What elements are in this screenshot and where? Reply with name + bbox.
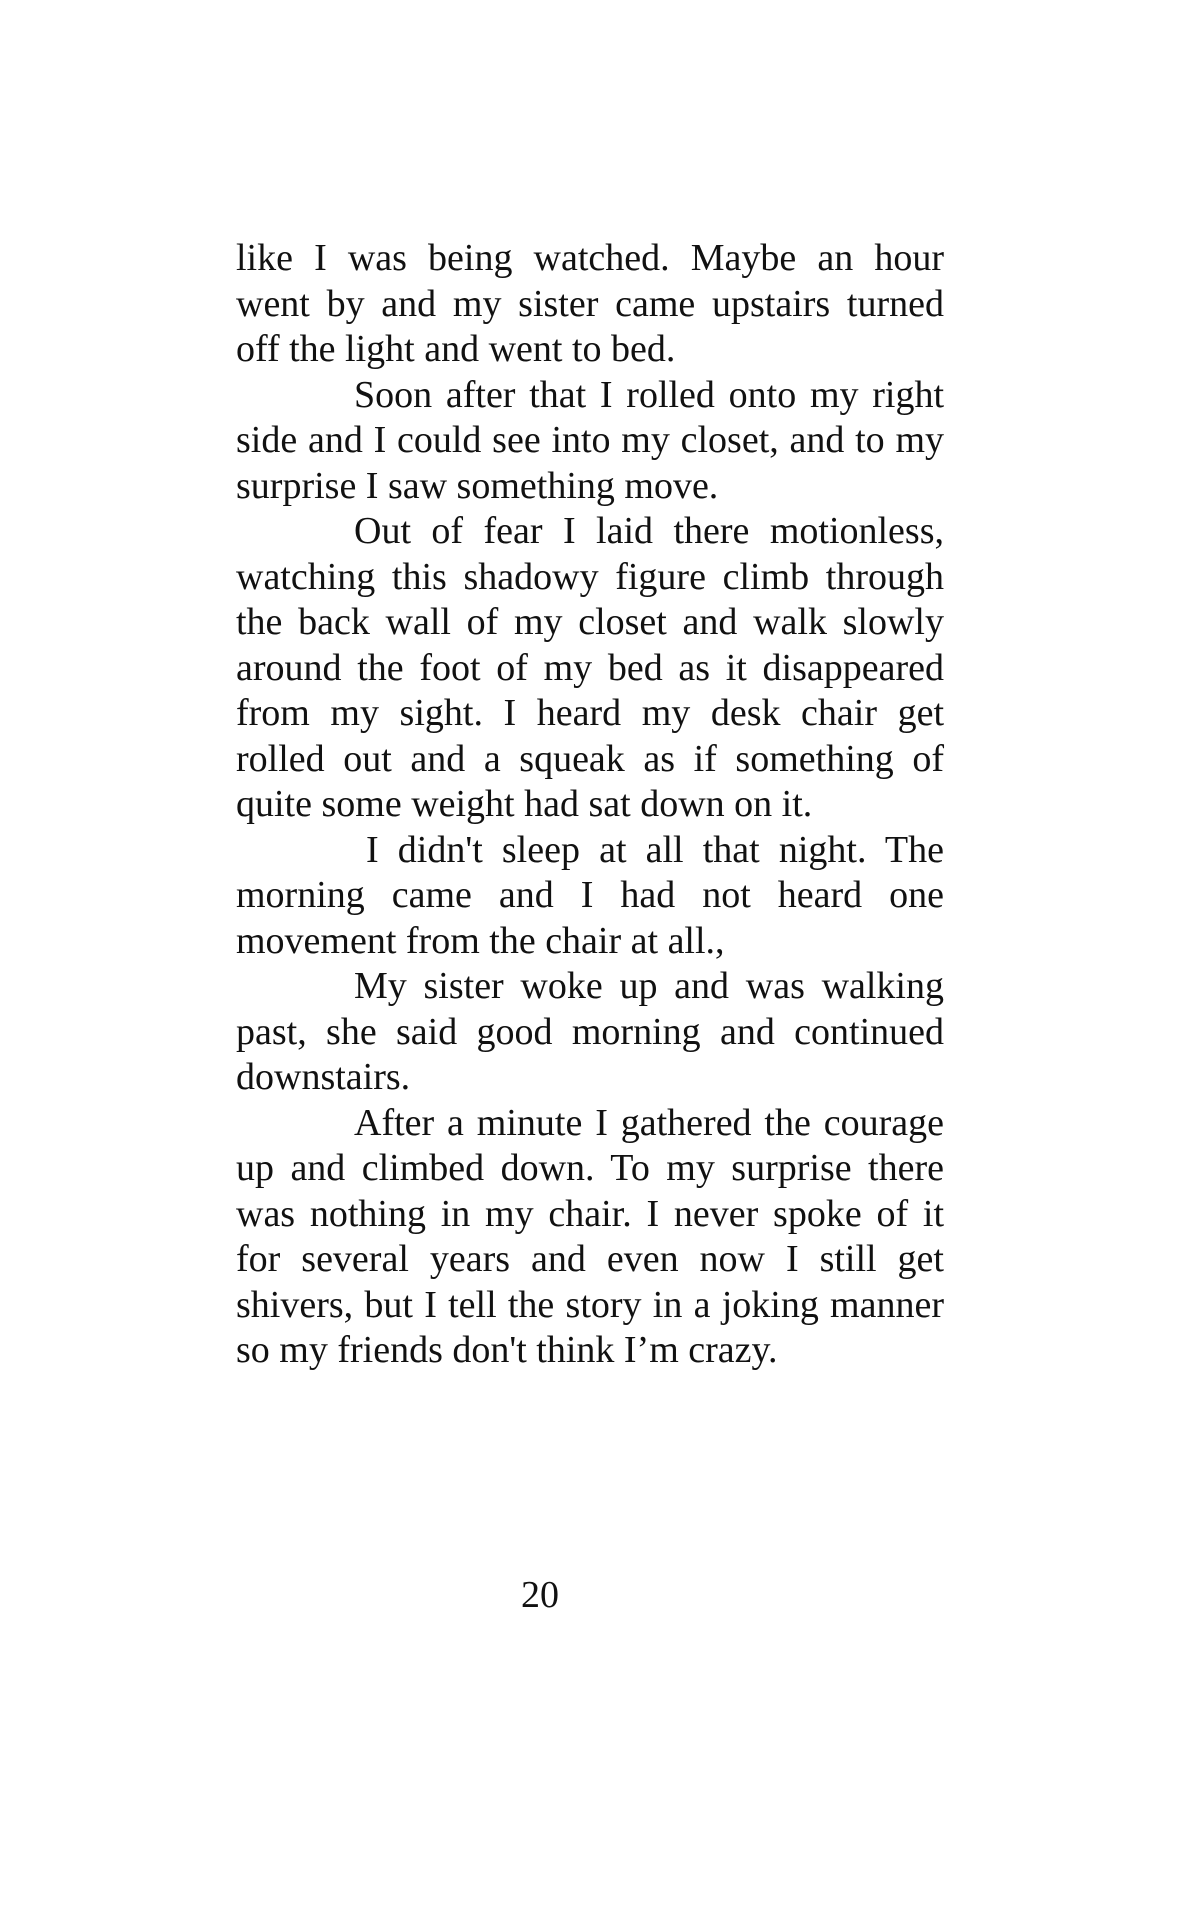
paragraph-6: After a minute I gathered the courage up and climbed down. To my surprise there was nothing in my chair. I never spoke of it for several years and even now I still get shivers, but I tell the story in a joking manner so my friends don't think I’m crazy. <box>236 1101 944 1371</box>
body-text <box>236 236 944 1374</box>
paragraph-4: I didn't sleep at all that night. The morning came and I had not heard one movement from the chair at all., <box>236 828 944 962</box>
paragraph-1: like I was being watched. Maybe an hour went by and my sister came upstairs turned off the light and went to bed. <box>236 237 944 370</box>
paragraph-5: My sister woke up and was walking past, she said good morning and continued downstairs. <box>236 965 944 1098</box>
page-number: 20 <box>521 1574 559 1616</box>
paragraph-2: Soon after that I rolled onto my right side and I could see into my closet, and to my surprise I saw something move. <box>236 373 944 507</box>
paragraph-3: Out of fear I laid there motionless, watching this shadowy figure climb through the back wall of my closet and walk slowly around the foot of my bed as it disappeared from my sight. I heard my desk chair get rolled out and a squeak as if something of quite some weight had sat down on it. <box>236 510 944 825</box>
